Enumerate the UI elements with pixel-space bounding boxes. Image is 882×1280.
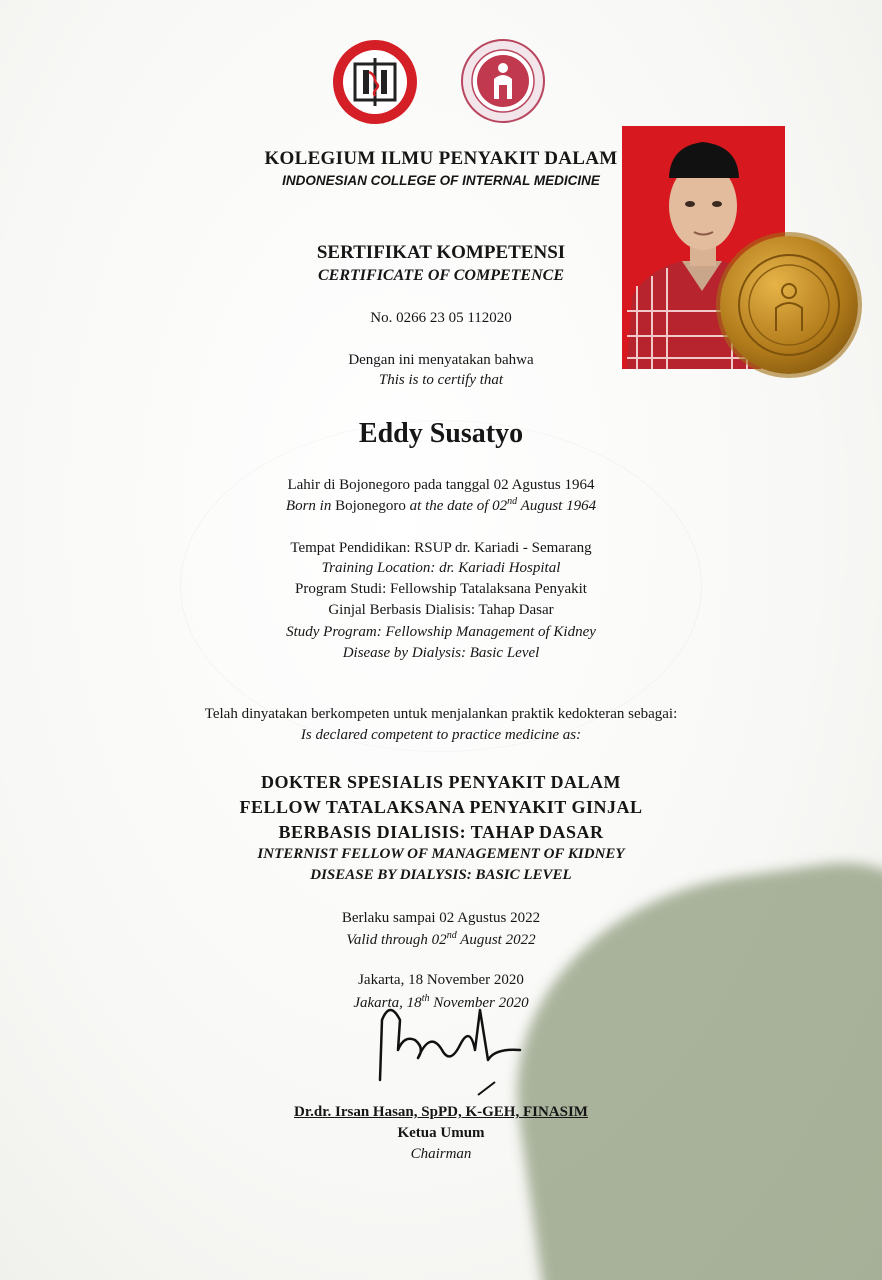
signatory-role-id: Ketua Umum bbox=[397, 1125, 485, 1141]
qualification-line-5: DISEASE BY DIALYSIS: BASIC LEVEL bbox=[310, 867, 572, 883]
certificate-title-en: CERTIFICATE OF COMPETENCE bbox=[318, 267, 564, 284]
issue-date-id: Jakarta, 18 November 2020 bbox=[358, 972, 524, 988]
qualification-line-3: BERBASIS DIALISIS: TAHAP DASAR bbox=[278, 822, 604, 842]
study-program-id-1: Program Studi: Fellowship Tatalaksana Penyakit bbox=[295, 581, 587, 597]
declaration-id: Telah dinyatakan berkompeten untuk menjalankan praktik kedokteran sebagai: bbox=[204, 706, 678, 722]
intro-id: Dengan ini menyatakan bahwa bbox=[348, 352, 534, 368]
signatory-name: Dr.dr. Irsan Hasan, SpPD, K-GEH, FINASIM bbox=[294, 1104, 588, 1120]
birth-info-id: Lahir di Bojonegoro pada tanggal 02 Agustus 1964 bbox=[287, 477, 595, 493]
study-program-id-2: Ginjal Berbasis Dialisis: Tahap Dasar bbox=[328, 602, 554, 618]
training-location-id: Tempat Pendidikan: RSUP dr. Kariadi - Semarang bbox=[290, 540, 592, 556]
declaration-en: Is declared competent to practice medicine as: bbox=[300, 727, 582, 743]
certificate-number: No. 0266 23 05 112020 bbox=[370, 310, 512, 326]
signature bbox=[370, 990, 540, 1100]
study-program-en-1: Study Program: Fellowship Management of Kidney bbox=[286, 624, 596, 640]
qualification-line-1: DOKTER SPESIALIS PENYAKIT DALAM bbox=[260, 772, 622, 792]
recipient-name: Eddy Susatyo bbox=[358, 418, 524, 449]
certificate-title-id: SERTIFIKAT KOMPETENSI bbox=[316, 242, 566, 263]
college-name-id: KOLEGIUM ILMU PENYAKIT DALAM bbox=[264, 148, 618, 169]
birth-info-en: Born in Bojonegoro at the date of 02nd August 1964 bbox=[285, 496, 597, 514]
qualification-line-2: FELLOW TATALAKSANA PENYAKIT GINJAL bbox=[239, 797, 643, 817]
kolegium-logo bbox=[461, 39, 545, 123]
signatory-role-en: Chairman bbox=[410, 1146, 472, 1162]
issue-date-en: Jakarta, 18th November 2020 bbox=[353, 993, 529, 1011]
qualification-line-4: INTERNIST FELLOW OF MANAGEMENT OF KIDNEY bbox=[257, 846, 625, 862]
validity-en: Valid through 02nd August 2022 bbox=[346, 930, 536, 948]
validity-id: Berlaku sampai 02 Agustus 2022 bbox=[341, 910, 541, 926]
training-location-en: Training Location: dr. Kariadi Hospital bbox=[321, 560, 561, 576]
college-name-en: INDONESIAN COLLEGE OF INTERNAL MEDICINE bbox=[282, 173, 600, 188]
idi-logo bbox=[333, 40, 417, 124]
study-program-en-2: Disease by Dialysis: Basic Level bbox=[342, 645, 540, 661]
intro-en: This is to certify that bbox=[378, 372, 504, 388]
